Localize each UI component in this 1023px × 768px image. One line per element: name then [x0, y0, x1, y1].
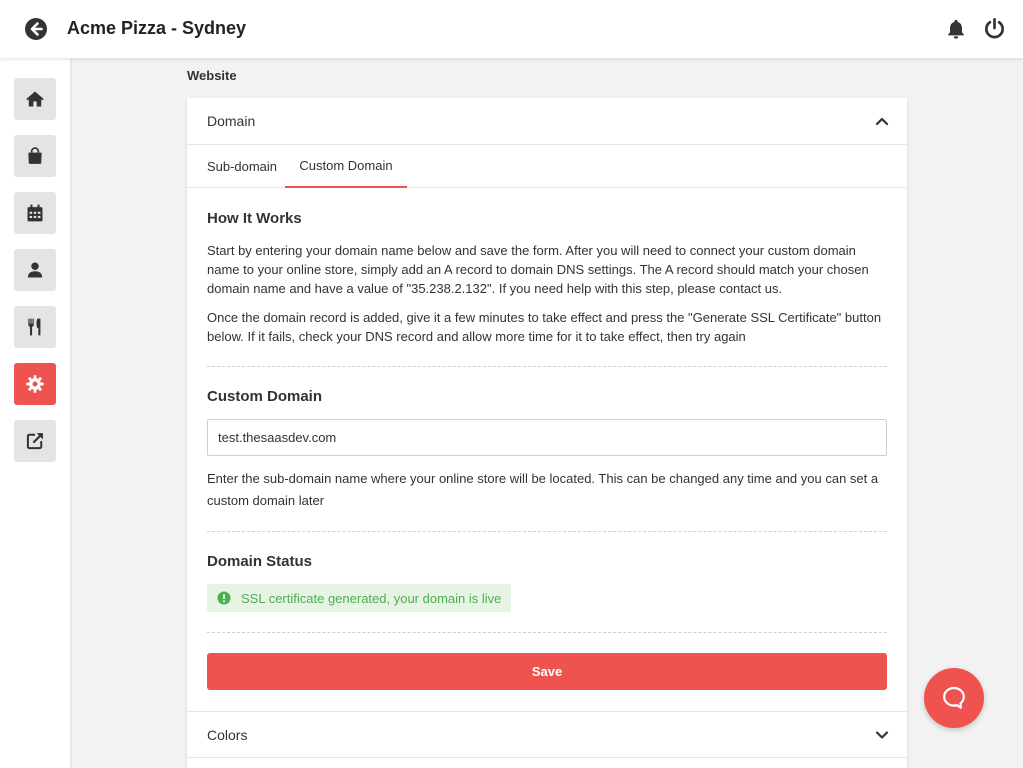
divider [207, 531, 887, 532]
sidebar-item-orders[interactable] [14, 135, 56, 177]
external-link-icon [25, 431, 45, 451]
colors-accordion-header[interactable] [187, 711, 907, 758]
chat-bubble-icon [941, 685, 967, 711]
power-icon [983, 17, 1006, 40]
sidebar-item-menus[interactable] [14, 306, 56, 348]
exclamation-circle-icon [217, 591, 231, 605]
gear-icon [25, 374, 45, 394]
domain-accordion-header[interactable] [187, 98, 907, 145]
sidebar-item-home[interactable] [14, 78, 56, 120]
chevron-up-icon [875, 114, 889, 128]
logout-button[interactable] [983, 17, 1006, 40]
how-it-works-para-1: Start by entering your domain name below and save the form. After you will need to connect your custom domain name to your online store, simply add an A record to domain DNS settings. The A record should match your chosen domain name and have a value of "35.238.2.132". If you need help with this step, please contact us. [207, 243, 869, 296]
section-title: Website [187, 68, 237, 83]
domain-status-title: Domain Status [207, 553, 313, 570]
sidebar [0, 58, 70, 768]
custom-domain-help: Enter the sub-domain name where your online store will be located. This can be changed any time and you can set a custom domain later [207, 471, 879, 508]
notifications-button[interactable] [945, 18, 967, 40]
domain-tabs [187, 145, 907, 188]
status-message: SSL certificate generated, your domain is live [241, 590, 502, 606]
sidebar-item-customers[interactable] [14, 249, 56, 291]
user-icon [25, 260, 45, 280]
home-icon [25, 89, 45, 109]
utensils-icon [25, 317, 45, 337]
save-button[interactable]: Save [207, 653, 887, 690]
back-button[interactable] [24, 17, 48, 41]
top-bar [0, 0, 1023, 58]
sidebar-item-bookings[interactable] [14, 192, 56, 234]
divider [207, 632, 887, 633]
custom-domain-input[interactable] [207, 419, 887, 456]
custom-domain-title: Custom Domain [207, 388, 323, 405]
bell-icon [945, 18, 967, 40]
sidebar-item-settings[interactable] [14, 363, 56, 405]
colors-panel-title: Colors [207, 726, 248, 743]
chevron-down-icon [875, 728, 889, 742]
how-it-works-title: How It Works [207, 210, 302, 227]
arrow-left-circle-icon [24, 17, 48, 41]
divider [207, 366, 887, 367]
tab-custom-domain[interactable]: Custom Domain [285, 145, 407, 188]
status-badge [207, 584, 511, 612]
sidebar-item-store[interactable] [14, 420, 56, 462]
shopping-bag-icon [25, 146, 45, 166]
app-title: Acme Pizza - Sydney [67, 18, 247, 38]
domain-panel-title: Domain [207, 113, 256, 129]
calendar-icon [25, 203, 45, 223]
chat-button[interactable] [924, 668, 984, 728]
tab-sub-domain[interactable]: Sub-domain [206, 159, 278, 174]
settings-card [187, 98, 907, 768]
how-it-works-para-2: Once the domain record is added, give it a few minutes to take effect and press the "Generate SSL Certificate" button below. If it fails, check your DNS record and allow more time for it to take effect, then try again [207, 310, 882, 344]
